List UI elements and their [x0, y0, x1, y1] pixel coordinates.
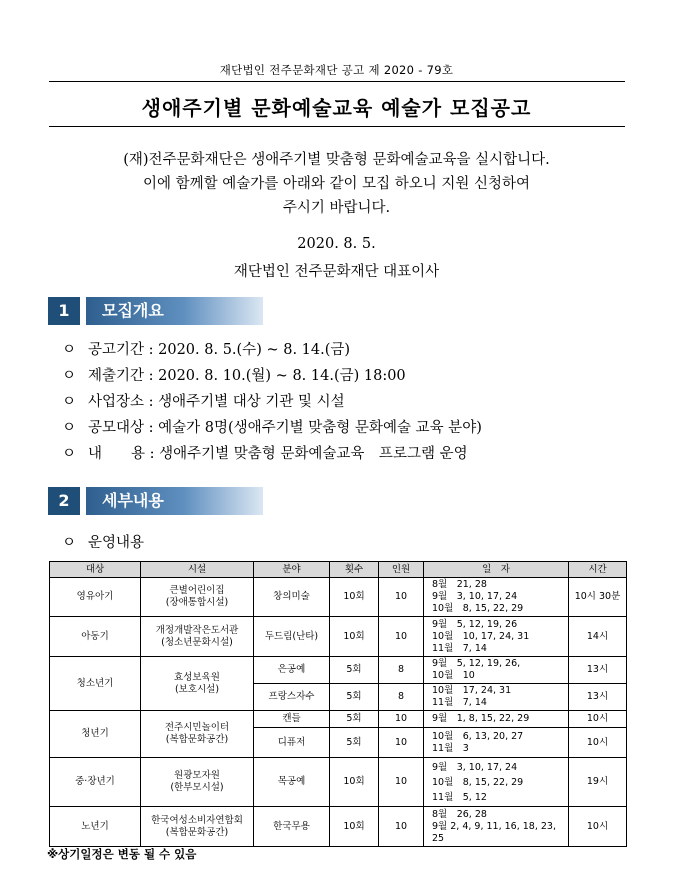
people-cell: 10 [379, 758, 424, 807]
count-cell: 10회 [330, 758, 379, 807]
table-row [50, 657, 627, 684]
dates-cell [424, 578, 569, 617]
people-cell: 10 [379, 728, 424, 758]
date-line: 10월 10 [432, 670, 475, 681]
footnote: ※상기일정은 변동 될 수 있음 [47, 847, 197, 861]
count-cell: 10회 [330, 807, 379, 847]
bullet-icon: ㅇ [62, 368, 77, 384]
count-cell: 10회 [330, 617, 379, 657]
people-cell: 8 [379, 684, 424, 711]
facility-cell [141, 807, 254, 847]
dates-cell [424, 711, 569, 728]
header-facility: 시설 [141, 562, 254, 578]
operation-subheading [62, 531, 144, 552]
people-cell: 10 [379, 711, 424, 728]
facility-name: 큰별어린이집 [169, 585, 225, 596]
count-cell: 10회 [330, 578, 379, 617]
time-cell: 10시 [569, 807, 627, 847]
section-1-label: 모집개요 [86, 297, 263, 325]
date-line: 9월 5, 12, 19, 26, [432, 658, 521, 669]
notice-number: 재단법인 전주문화재단 공고 제 2020 - 79호 [219, 63, 454, 77]
date-line: 8월 26, 28 [432, 808, 487, 820]
field-cell: 창의미술 [254, 578, 330, 617]
facility-type: (장애통합시설) [165, 597, 229, 608]
date-line: 10월 6, 13, 20, 27 [432, 730, 524, 742]
header-people: 인원 [379, 562, 424, 578]
date-line: 9월 3, 10, 17, 24 [432, 591, 518, 602]
date-line: 10월 17, 24, 31 [432, 685, 512, 696]
overview-item-text: 내 용 : 생애주기별 맞춤형 문화예술교육 프로그램 운영 [88, 446, 468, 462]
field-cell: 디퓨저 [254, 728, 330, 758]
table-row [50, 617, 627, 657]
overview-item-text: 공고기간 : 2020. 8. 5.(수) ~ 8. 14.(금) [88, 342, 351, 358]
time-cell: 10시 30분 [569, 578, 627, 617]
people-cell: 8 [379, 657, 424, 684]
facility-cell [141, 617, 254, 657]
field-cell: 캔들 [254, 711, 330, 728]
overview-item [62, 390, 345, 411]
facility-cell [141, 578, 254, 617]
facility-type: (한부모시설) [170, 782, 224, 793]
dates-cell [424, 617, 569, 657]
field-cell: 두드림(난타) [254, 617, 330, 657]
target-cell: 아동기 [50, 617, 141, 657]
time-cell: 14시 [569, 617, 627, 657]
section-2-number: 2 [48, 487, 80, 515]
bullet-icon: ㅇ [62, 535, 77, 551]
facility-type: (복합문화공간) [165, 734, 229, 745]
table-row [50, 758, 627, 807]
date-line: 10월 8, 15, 22, 29 [432, 603, 524, 614]
overview-item [62, 338, 350, 359]
field-cell: 한국무용 [254, 807, 330, 847]
facility-name: 효성보육원 [174, 671, 220, 683]
target-cell: 중·장년기 [50, 758, 141, 807]
date-line: 11월 7, 14 [432, 642, 487, 654]
facility-name: 원광모자원 [174, 770, 220, 781]
facility-cell [141, 758, 254, 807]
date-line: 9월 2, 4, 9, 11, 16, 18, 23, 25 [432, 820, 556, 844]
schedule-table [49, 561, 627, 847]
field-cell: 목공예 [254, 758, 330, 807]
date-line: 11월 7, 14 [432, 697, 487, 708]
time-cell: 10시 [569, 711, 627, 728]
header-count: 횟수 [330, 562, 379, 578]
target-cell: 영유아기 [50, 578, 141, 617]
bullet-icon: ㅇ [62, 420, 77, 436]
facility-cell [141, 657, 254, 711]
time-cell: 19시 [569, 758, 627, 807]
bullet-icon: ㅇ [62, 446, 77, 462]
overview-item-text: 제출기간 : 2020. 8. 10.(월) ~ 8. 14.(금) 18:00 [88, 368, 406, 384]
section-1-number: 1 [48, 297, 80, 325]
intro-line-3: 주시기 바랍니다. [282, 200, 391, 216]
people-cell: 10 [379, 617, 424, 657]
time-cell: 10시 [569, 728, 627, 758]
field-cell: 은공예 [254, 657, 330, 684]
date-line: 9월 1, 8, 15, 22, 29 [432, 713, 530, 724]
header-rule-top [49, 81, 625, 82]
header-time: 시간 [569, 562, 627, 578]
header-dates: 일 자 [424, 562, 569, 578]
table-row [50, 578, 627, 617]
count-cell: 5회 [330, 711, 379, 728]
header-field: 분야 [254, 562, 330, 578]
facility-name: 한국여성소비자연합회 [151, 814, 243, 826]
overview-item [62, 442, 468, 463]
date-line: 10월 10, 17, 24, 31 [432, 630, 530, 642]
facility-type: (복합문화공간) [165, 826, 229, 838]
facility-cell [141, 711, 254, 758]
page-title: 생애주기별 문화예술교육 예술가 모집공고 [141, 96, 532, 120]
table-row [50, 807, 627, 847]
notice-date: 2020. 8. 5. [297, 236, 376, 252]
count-cell: 5회 [330, 728, 379, 758]
time-cell: 13시 [569, 657, 627, 684]
table-row [50, 711, 627, 728]
intro-line-2: 이에 함께할 예술가를 아래와 같이 모집 하오니 지원 신청하여 [142, 176, 531, 192]
date-line: 8월 21, 28 [432, 579, 487, 590]
people-cell: 10 [379, 807, 424, 847]
dates-cell [424, 684, 569, 711]
table-header-row [50, 562, 627, 578]
header-target: 대상 [50, 562, 141, 578]
facility-type: (청소년문화시설) [161, 636, 233, 648]
overview-item [62, 364, 406, 385]
field-cell: 프랑스자수 [254, 684, 330, 711]
bullet-icon: ㅇ [62, 342, 77, 358]
people-cell: 10 [379, 578, 424, 617]
signer: 재단법인 전주문화재단 대표이사 [233, 264, 440, 280]
count-cell: 5회 [330, 684, 379, 711]
dates-cell [424, 807, 569, 847]
date-line: 11월 3 [432, 742, 469, 754]
section-2-label: 세부내용 [86, 487, 263, 515]
time-cell: 13시 [569, 684, 627, 711]
target-cell: 노년기 [50, 807, 141, 847]
bullet-icon: ㅇ [62, 394, 77, 410]
overview-item-text: 공모대상 : 예술가 8명(생애주기별 맞춤형 문화예술 교육 분야) [88, 420, 482, 436]
date-line: 9월 5, 12, 19, 26 [432, 618, 518, 630]
overview-item-text: 사업장소 : 생애주기별 대상 기관 및 시설 [88, 394, 345, 410]
facility-type: (보호시설) [174, 683, 220, 695]
date-line: 9월 3, 10, 17, 24 [432, 761, 518, 773]
operation-subheading-text: 운영내용 [88, 535, 145, 551]
target-cell: 청소년기 [50, 657, 141, 711]
intro-line-1: (재)전주문화재단은 생애주기별 맞춤형 문화예술교육을 실시합니다. [123, 152, 550, 168]
dates-cell [424, 728, 569, 758]
dates-cell [424, 758, 569, 807]
dates-cell [424, 657, 569, 684]
header-rule-bottom [49, 126, 625, 127]
facility-name: 전주시민놀이터 [164, 722, 230, 733]
date-line: 10월 8, 15, 22, 29 [432, 776, 524, 788]
overview-item [62, 416, 482, 437]
count-cell: 5회 [330, 657, 379, 684]
target-cell: 청년기 [50, 711, 141, 758]
date-line: 11월 5, 12 [432, 791, 487, 803]
facility-name: 개정개발작은도서관 [155, 624, 239, 636]
